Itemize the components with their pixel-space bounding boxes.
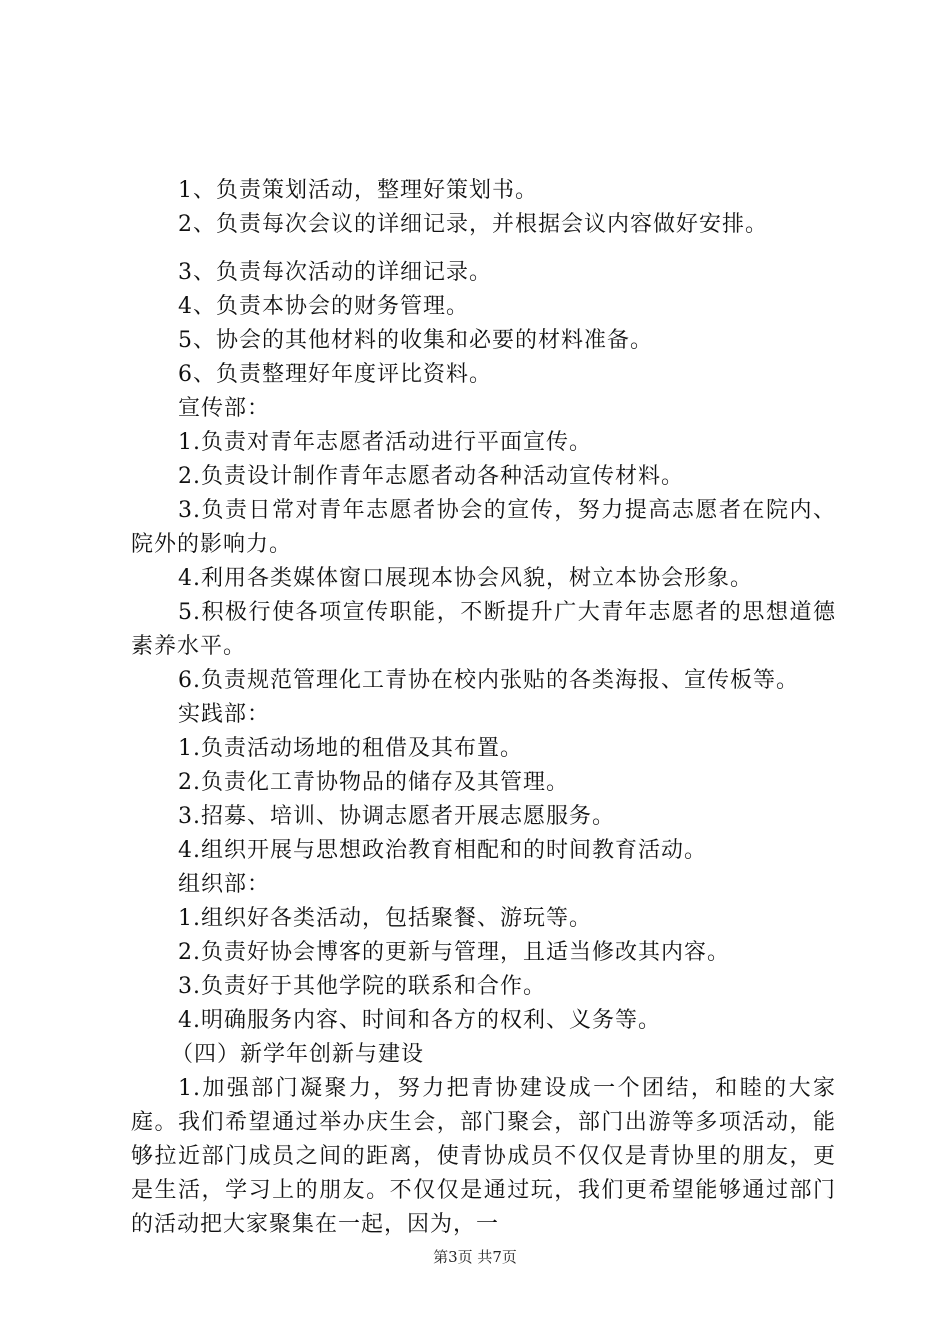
page-body bbox=[131, 174, 836, 1242]
list-item: 4.利用各类媒体窗口展现本协会风貌，树立本协会形象。 bbox=[178, 566, 753, 591]
section-heading-innovation: （四）新学年创新与建设 bbox=[171, 1042, 425, 1067]
list-item: 6、负责整理好年度评比资料。 bbox=[178, 362, 492, 387]
list-item: 5、协会的其他材料的收集和必要的材料准备。 bbox=[178, 328, 653, 353]
section-heading-publicity: 宣传部： bbox=[178, 396, 271, 421]
section-heading-organization: 组织部： bbox=[178, 872, 271, 897]
list-item: 4、负责本协会的财务管理。 bbox=[178, 294, 469, 319]
paragraph: 1.加强部门凝聚力，努力把青协建设成一个团结，和睦的大家庭。我们希望通过举办庆生会，部门聚会，部门出游等多项活动，能够拉近部门成员之间的距离，使青协成员不仅仅是青协里的朋友，更是生活，学习上的朋友。不仅仅是通过玩，我们更希望能够通过部门的活动把大家聚集在一起，因为，一 bbox=[131, 1076, 836, 1237]
list-item: 3.负责日常对青年志愿者协会的宣传，努力提高志愿者在院内、院外的影响力。 bbox=[131, 498, 836, 557]
list-item: 4.组织开展与思想政治教育相配和的时间教育活动。 bbox=[178, 838, 707, 863]
list-item: 1、负责策划活动，整理好策划书。 bbox=[178, 178, 538, 203]
list-item: 1.负责对青年志愿者活动进行平面宣传。 bbox=[178, 430, 592, 455]
list-item: 2.负责化工青协物品的储存及其管理。 bbox=[178, 770, 569, 795]
list-item: 1.组织好各类活动，包括聚餐、游玩等。 bbox=[178, 906, 592, 931]
list-item: 2.负责好协会博客的更新与管理，且适当修改其内容。 bbox=[178, 940, 730, 965]
list-item: 1.负责活动场地的租借及其布置。 bbox=[178, 736, 523, 761]
list-item: 3.负责好于其他学院的联系和合作。 bbox=[178, 974, 546, 999]
list-item: 4.明确服务内容、时间和各方的权利、义务等。 bbox=[178, 1008, 661, 1033]
spacer bbox=[131, 242, 836, 256]
list-item: 5.积极行使各项宣传职能，不断提升广大青年志愿者的思想道德素养水平。 bbox=[131, 600, 836, 659]
list-item: 6.负责规范管理化工青协在校内张贴的各类海报、宣传板等。 bbox=[178, 668, 799, 693]
list-item: 3.招募、培训、协调志愿者开展志愿服务。 bbox=[178, 804, 615, 829]
list-item: 3、负责每次活动的详细记录。 bbox=[178, 260, 492, 285]
list-item: 2、负责每次会议的详细记录，并根据会议内容做好安排。 bbox=[178, 212, 768, 237]
page-number-footer: 第3页 共7页 bbox=[433, 1248, 517, 1266]
list-item: 2.负责设计制作青年志愿者动各种活动宣传材料。 bbox=[178, 464, 684, 489]
section-heading-practice: 实践部： bbox=[178, 702, 271, 727]
